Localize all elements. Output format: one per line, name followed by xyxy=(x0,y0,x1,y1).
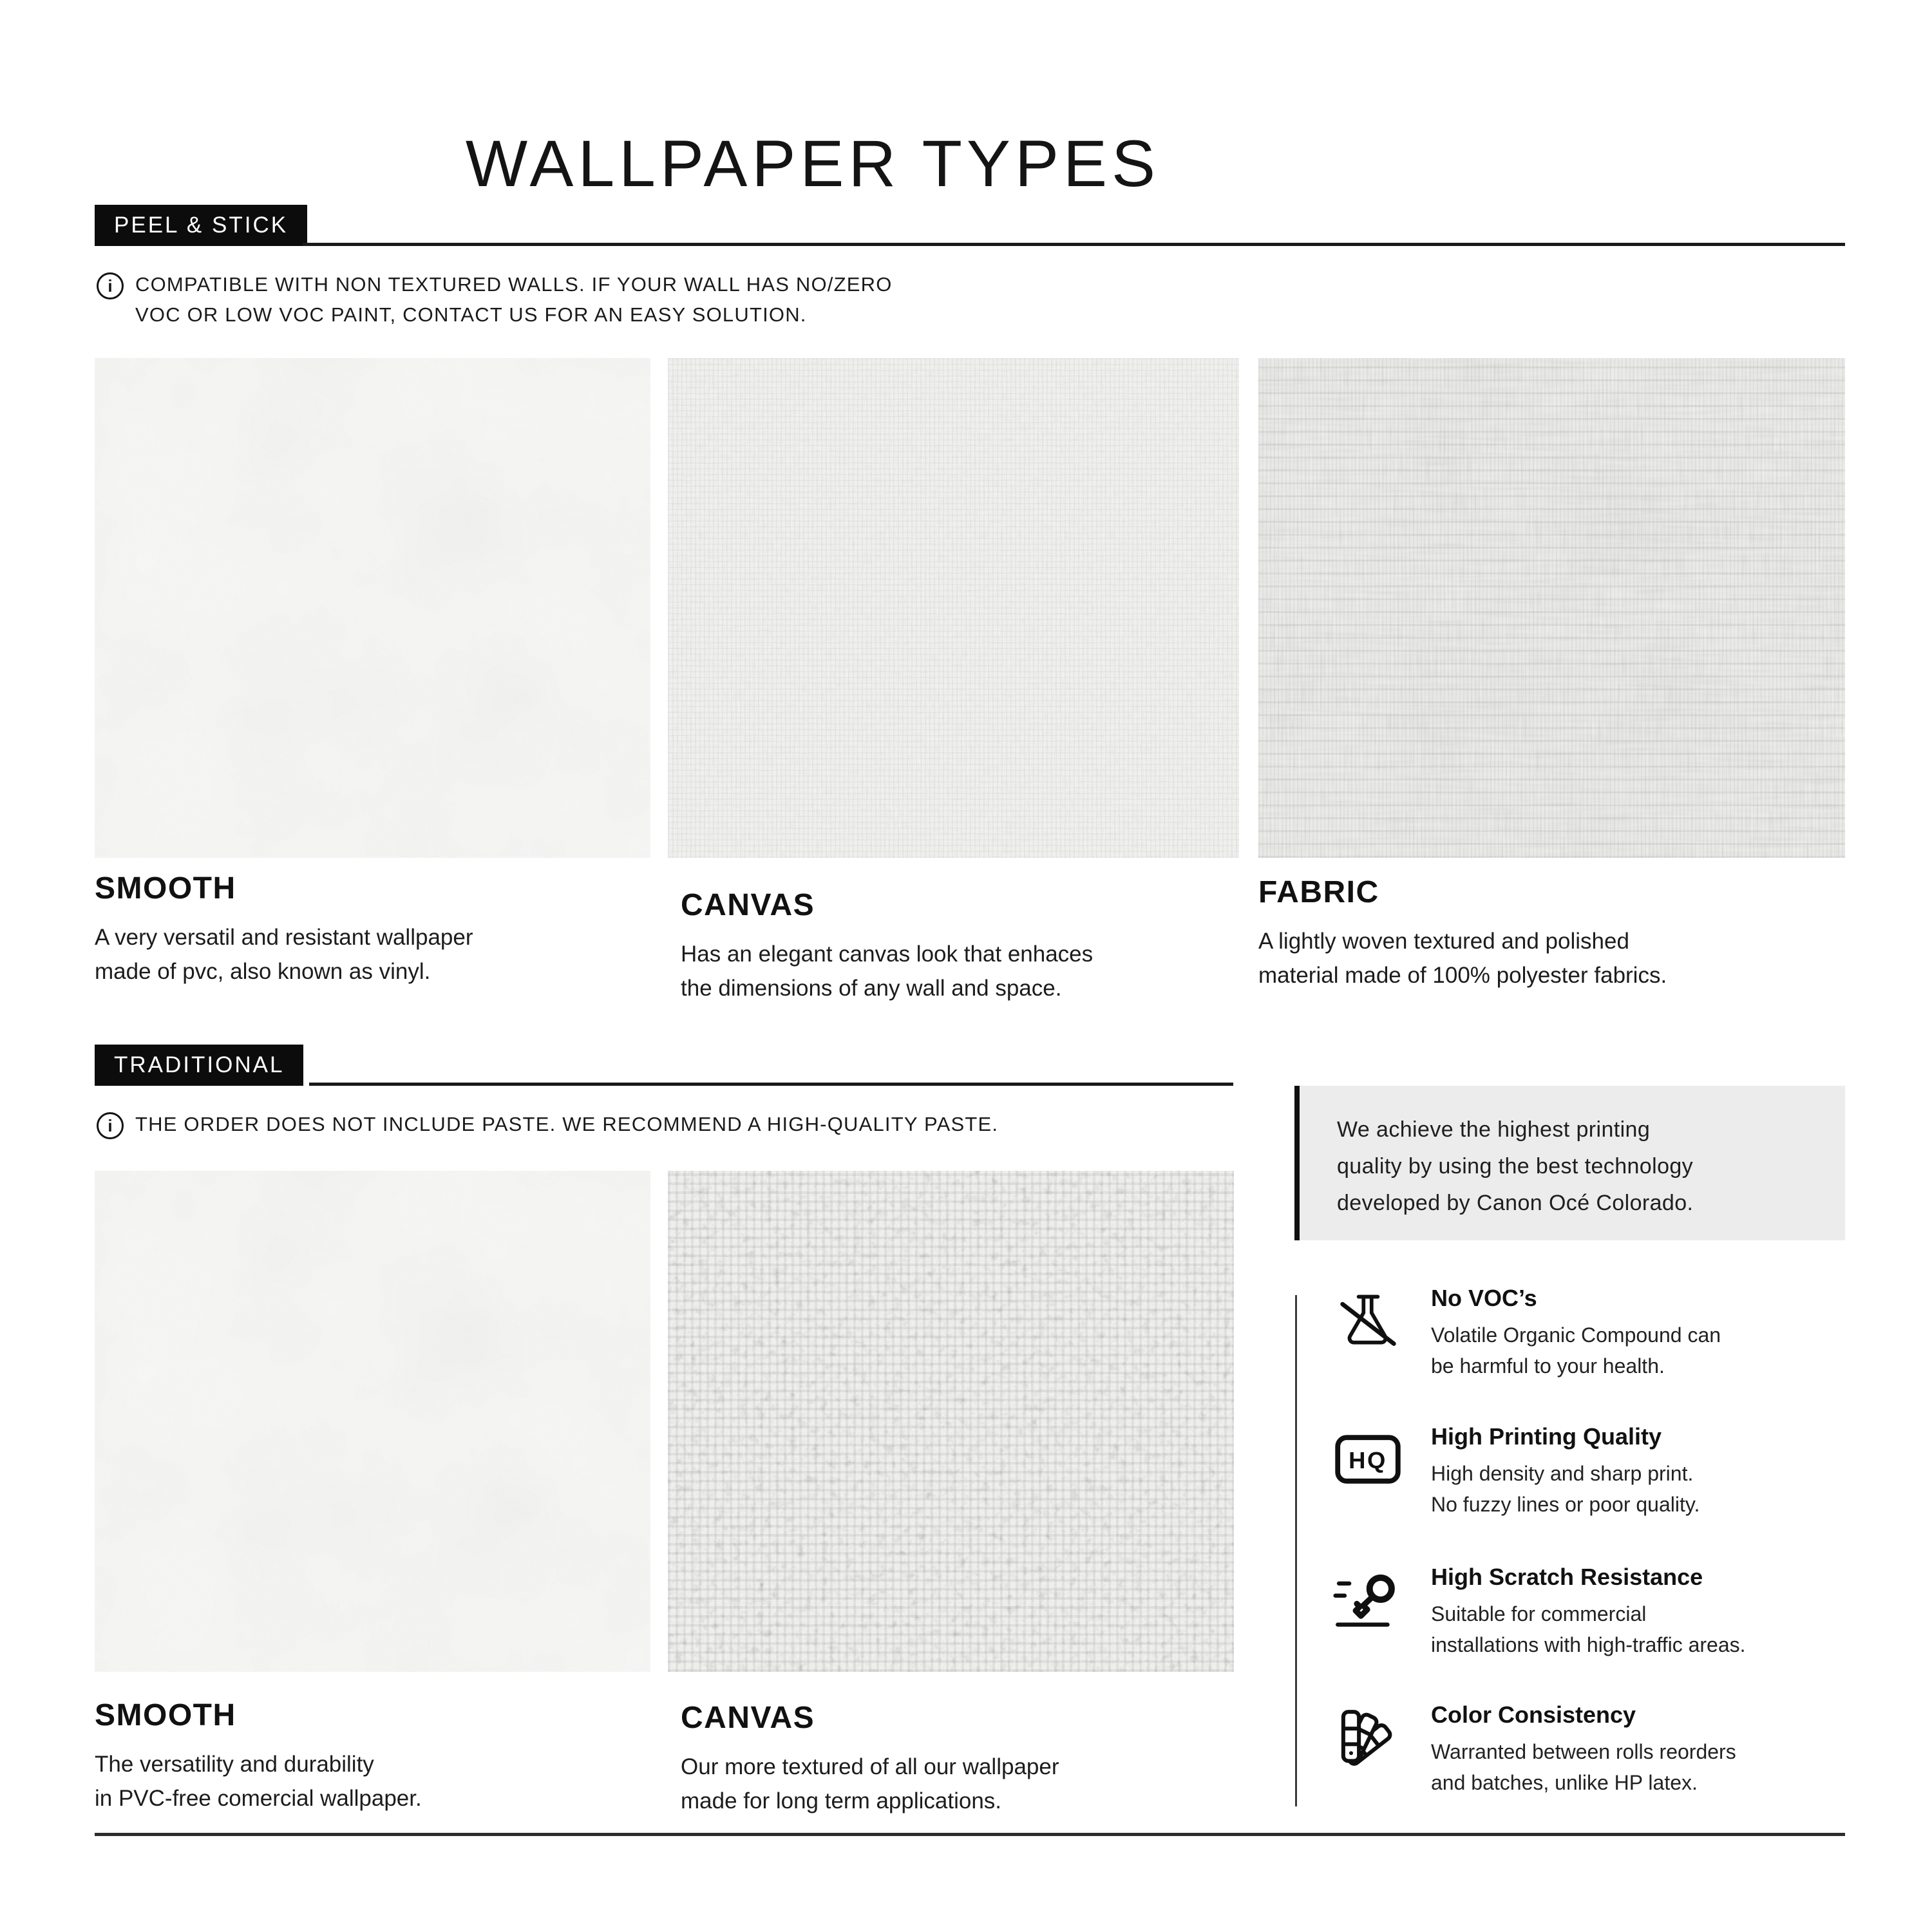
swatch-traditional-canvas xyxy=(668,1171,1234,1672)
peel-stick-note xyxy=(97,269,893,330)
caption-peel-stick-canvas xyxy=(681,887,1247,1005)
peel-stick-rule xyxy=(303,243,1845,246)
caption-body xyxy=(1258,924,1845,992)
note-line: THE ORDER DOES NOT INCLUDE PASTE. WE RECOMMEND A HIGH-QUALITY PASTE. xyxy=(135,1113,999,1135)
feature-high-printing-quality xyxy=(1294,1423,1861,1520)
key-scratch-icon xyxy=(1332,1564,1404,1636)
feature-no-voc xyxy=(1294,1285,1861,1381)
caption-line: The versatility and durability xyxy=(95,1752,374,1777)
caption-line: in PVC-free comercial wallpaper. xyxy=(95,1786,422,1811)
callout-line: quality by using the best technology xyxy=(1337,1154,1694,1179)
swatch-peel-stick-canvas xyxy=(668,358,1239,858)
swatch-peel-stick-fabric xyxy=(1258,358,1845,858)
feature-text xyxy=(1431,1564,1746,1660)
print-quality-callout-text xyxy=(1337,1112,1826,1222)
caption-traditional-canvas xyxy=(681,1700,1247,1818)
hq-badge-icon xyxy=(1332,1423,1404,1495)
caption-line: material made of 100% polyester fabrics. xyxy=(1258,963,1667,988)
feature-color-consistency xyxy=(1294,1701,1861,1798)
feature-desc-line: Volatile Organic Compound can xyxy=(1431,1323,1721,1347)
caption-line: Has an elegant canvas look that enhaces xyxy=(681,942,1094,967)
feature-text xyxy=(1431,1701,1736,1798)
caption-body xyxy=(681,937,1247,1005)
color-swatch-fan-icon xyxy=(1332,1701,1404,1774)
feature-desc xyxy=(1431,1598,1746,1660)
caption-line: made of pvc, also known as vinyl. xyxy=(95,959,431,984)
swatch-peel-stick-smooth xyxy=(95,358,650,858)
callout-line: developed by Canon Océ Colorado. xyxy=(1337,1191,1694,1215)
page-title: WALLPAPER TYPES xyxy=(465,127,1160,201)
callout-line: We achieve the highest printing xyxy=(1337,1117,1651,1142)
feature-title: No VOC’s xyxy=(1431,1285,1537,1311)
caption-peel-stick-fabric xyxy=(1258,875,1845,992)
section-label-peel-stick xyxy=(95,205,307,246)
feature-title: Color Consistency xyxy=(1431,1701,1636,1728)
section-label-traditional xyxy=(95,1045,303,1086)
feature-desc xyxy=(1431,1320,1721,1381)
caption-body xyxy=(95,1747,661,1815)
caption-title: SMOOTH xyxy=(95,1698,236,1732)
feature-desc xyxy=(1431,1458,1700,1520)
caption-title: CANVAS xyxy=(681,1701,815,1735)
caption-traditional-smooth xyxy=(95,1698,661,1815)
print-quality-callout xyxy=(1294,1086,1845,1240)
feature-title: High Scratch Resistance xyxy=(1431,1564,1703,1590)
info-icon: i xyxy=(97,1112,124,1139)
caption-title: SMOOTH xyxy=(95,871,236,905)
feature-desc-line: Suitable for commercial xyxy=(1431,1602,1647,1625)
feature-desc-line: High density and sharp print. xyxy=(1431,1462,1694,1485)
traditional-note xyxy=(97,1109,998,1139)
feature-desc-line: be harmful to your health. xyxy=(1431,1354,1665,1378)
caption-title: CANVAS xyxy=(681,888,815,922)
feature-desc-line: Warranted between rolls reorders xyxy=(1431,1740,1736,1763)
caption-body xyxy=(681,1750,1247,1818)
note-line: COMPATIBLE WITH NON TEXTURED WALLS. IF YOUR WALL HAS NO/ZERO xyxy=(135,273,893,296)
feature-desc-line: installations with high-traffic areas. xyxy=(1431,1633,1746,1656)
feature-text xyxy=(1431,1285,1721,1381)
caption-line: A lightly woven textured and polished xyxy=(1258,929,1629,954)
caption-line: Our more textured of all our wallpaper xyxy=(681,1754,1059,1779)
note-line: VOC OR LOW VOC PAINT, CONTACT US FOR AN EASY SOLUTION. xyxy=(135,303,807,326)
caption-line: made for long term applications. xyxy=(681,1788,1002,1814)
caption-title: FABRIC xyxy=(1258,875,1379,909)
caption-body xyxy=(95,920,661,989)
feature-title: High Printing Quality xyxy=(1431,1423,1662,1450)
swatch-traditional-smooth xyxy=(95,1171,650,1672)
section-label-text: PEEL & STICK xyxy=(114,213,289,238)
info-icon: i xyxy=(97,272,124,299)
section-label-text: TRADITIONAL xyxy=(114,1052,285,1077)
caption-peel-stick-smooth xyxy=(95,871,661,989)
no-voc-flask-icon xyxy=(1332,1285,1404,1357)
feature-text xyxy=(1431,1423,1700,1520)
peel-stick-note-text xyxy=(135,269,893,330)
feature-desc-line: and batches, unlike HP latex. xyxy=(1431,1771,1698,1794)
bottom-divider xyxy=(95,1833,1845,1836)
feature-high-scratch-resistance xyxy=(1294,1564,1861,1660)
feature-desc-line: No fuzzy lines or poor quality. xyxy=(1431,1493,1700,1516)
caption-line: A very versatil and resistant wallpaper xyxy=(95,925,473,950)
caption-line: the dimensions of any wall and space. xyxy=(681,976,1062,1001)
traditional-note-text xyxy=(135,1109,998,1139)
feature-desc xyxy=(1431,1736,1736,1798)
traditional-rule xyxy=(309,1083,1233,1086)
hq-badge-text: HQ xyxy=(1349,1446,1387,1473)
